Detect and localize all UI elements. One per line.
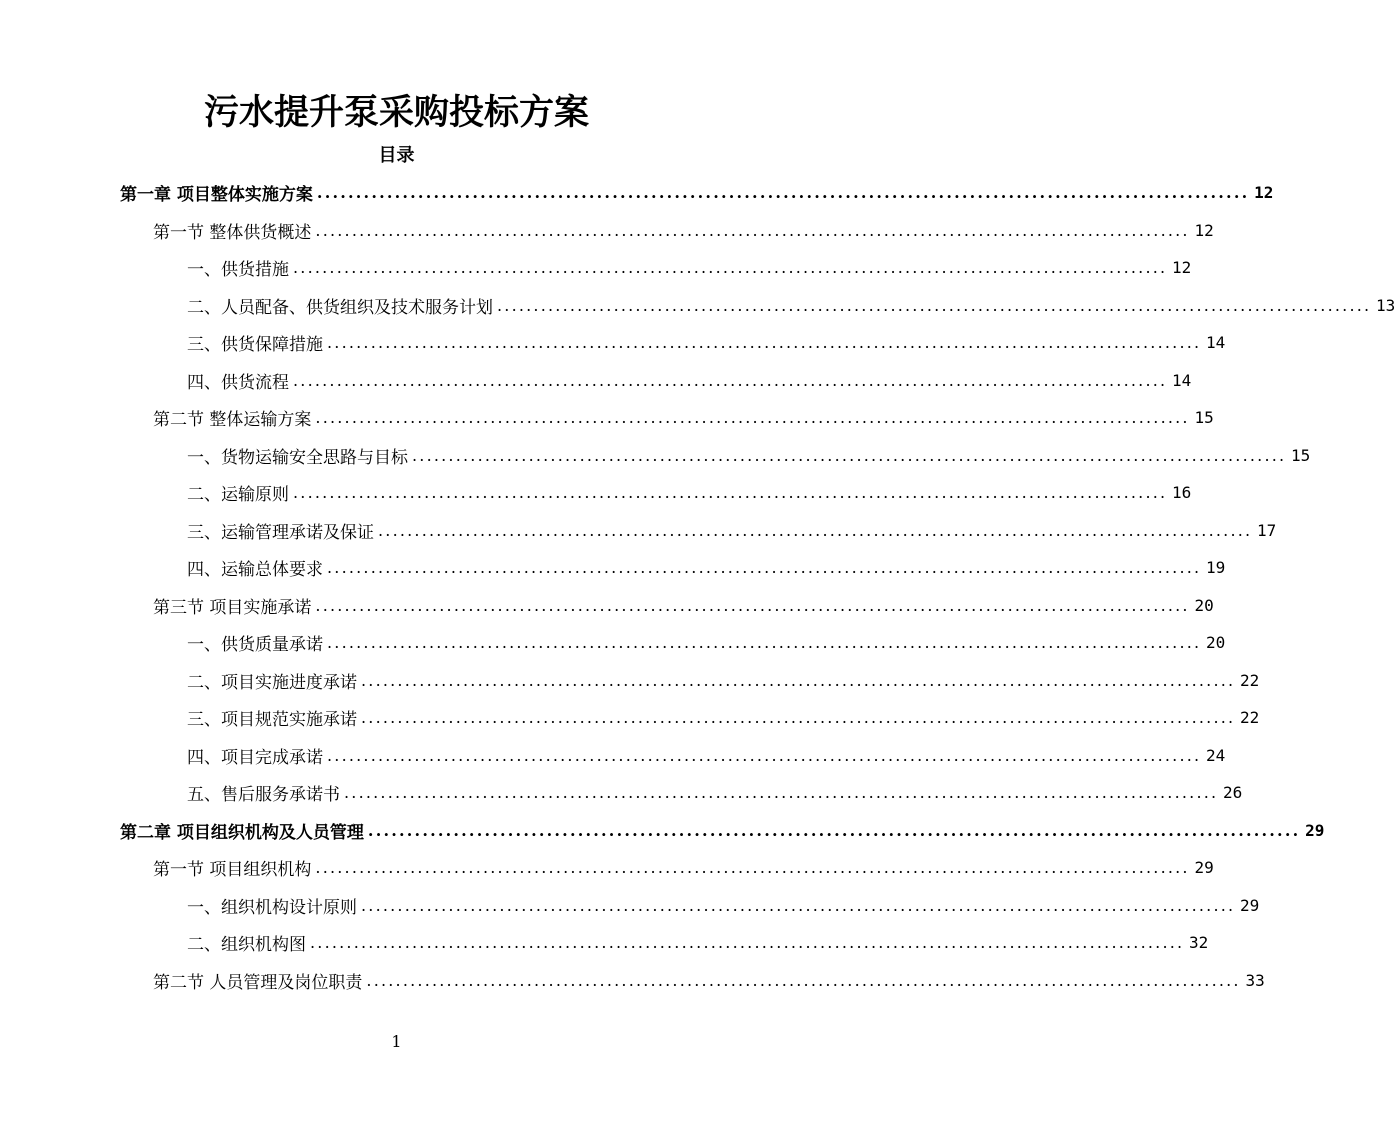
toc-entry-page: 20	[1206, 633, 1226, 653]
toc-entry[interactable]	[0, 849, 1214, 887]
toc-leader-dots: ........................................................................................................................	[310, 933, 1185, 953]
toc-leader-dots: ........................................................................................................................	[315, 220, 1190, 240]
toc-entry-page: 15	[1291, 445, 1311, 465]
toc-entry[interactable]	[0, 587, 1214, 625]
document-title: 污水提升泵采购投标方案	[203, 92, 589, 133]
toc-entry-page: 19	[1206, 558, 1226, 578]
toc-leader-dots: ........................................................................................................................	[315, 408, 1190, 428]
table-of-contents	[0, 174, 1395, 999]
toc-entry-label: 三、项目规范实施承诺	[187, 710, 357, 731]
toc-entry[interactable]	[0, 399, 1214, 437]
toc-entry[interactable]	[0, 287, 1395, 325]
toc-entry[interactable]	[0, 887, 1260, 925]
toc-entry-page: 17	[1257, 520, 1277, 540]
toc-entry-label: 二、运输原则	[187, 485, 289, 506]
toc-entry-label: 一、供货质量承诺	[187, 635, 323, 656]
toc-entry-page: 13	[1376, 295, 1395, 315]
toc-leader-dots: ........................................................................................................................	[361, 895, 1236, 915]
toc-leader-dots: ........................................................................................................................	[316, 183, 1250, 203]
toc-leader-dots: ........................................................................................................................	[361, 670, 1236, 690]
toc-entry-page: 22	[1240, 708, 1260, 728]
toc-entry-label: 一、供货措施	[187, 260, 289, 281]
toc-entry-page: 20	[1194, 595, 1214, 615]
toc-entry-label: 四、运输总体要求	[187, 560, 323, 581]
toc-entry[interactable]	[0, 512, 1277, 550]
page-number: 1	[391, 1032, 402, 1051]
toc-entry-label: 一、组织机构设计原则	[187, 897, 357, 918]
toc-leader-dots: ........................................................................................................................	[293, 370, 1168, 390]
toc-entry-page: 14	[1172, 370, 1192, 390]
toc-entry-page: 29	[1240, 895, 1260, 915]
toc-entry[interactable]	[0, 249, 1192, 287]
toc-entry-page: 12	[1254, 183, 1274, 203]
toc-entry-label: 一、货物运输安全思路与目标	[187, 447, 408, 468]
toc-entry[interactable]	[0, 962, 1265, 1000]
toc-entry-label: 第一章 项目整体实施方案	[120, 185, 313, 206]
toc-entry-label: 五、售后服务承诺书	[187, 785, 340, 806]
toc-entry[interactable]	[0, 549, 1226, 587]
toc-leader-dots: ........................................................................................................................	[327, 633, 1202, 653]
toc-leader-dots: ........................................................................................................................	[327, 558, 1202, 578]
toc-entry[interactable]	[0, 362, 1192, 400]
toc-entry-page: 22	[1240, 670, 1260, 690]
toc-entry-label: 第二章 项目组织机构及人员管理	[120, 822, 364, 843]
toc-entry[interactable]	[0, 924, 1209, 962]
toc-entry-label: 二、人员配备、供货组织及技术服务计划	[187, 297, 493, 318]
toc-entry[interactable]	[0, 812, 1325, 850]
toc-leader-dots: ........................................................................................................................	[315, 595, 1190, 615]
toc-leader-dots: ........................................................................................................................	[378, 520, 1253, 540]
toc-entry-page: 12	[1172, 258, 1192, 278]
toc-entry-page: 32	[1189, 933, 1209, 953]
toc-entry-page: 14	[1206, 333, 1226, 353]
toc-leader-dots: ........................................................................................................................	[315, 858, 1190, 878]
toc-entry-label: 三、运输管理承诺及保证	[187, 522, 374, 543]
toc-entry[interactable]	[0, 774, 1243, 812]
toc-entry[interactable]	[0, 174, 1274, 212]
toc-entry-label: 第一节 项目组织机构	[153, 860, 312, 881]
toc-entry-page: 33	[1245, 970, 1265, 990]
toc-entry-label: 第一节 整体供货概述	[153, 222, 312, 243]
toc-leader-dots: ........................................................................................................................	[361, 708, 1236, 728]
toc-entry[interactable]	[0, 737, 1226, 775]
toc-entry-label: 四、项目完成承诺	[187, 747, 323, 768]
toc-entry-label: 第二节 人员管理及岗位职责	[153, 972, 363, 993]
toc-entry-page: 16	[1172, 483, 1192, 503]
toc-leader-dots: ........................................................................................................................	[293, 483, 1168, 503]
toc-leader-dots: ........................................................................................................................	[367, 820, 1301, 840]
toc-entry-label: 二、项目实施进度承诺	[187, 672, 357, 693]
toc-entry-label: 第三节 项目实施承诺	[153, 597, 312, 618]
toc-entry-page: 29	[1305, 820, 1325, 840]
toc-leader-dots: ........................................................................................................................	[412, 445, 1287, 465]
toc-leader-dots: ........................................................................................................................	[293, 258, 1168, 278]
toc-entry-label: 三、供货保障措施	[187, 335, 323, 356]
toc-entry-page: 12	[1194, 220, 1214, 240]
toc-entry[interactable]	[0, 662, 1260, 700]
toc-leader-dots: ........................................................................................................................	[327, 333, 1202, 353]
toc-entry-page: 26	[1223, 783, 1243, 803]
toc-entry-page: 24	[1206, 745, 1226, 765]
toc-entry-page: 29	[1194, 858, 1214, 878]
toc-entry-label: 第二节 整体运输方案	[153, 410, 312, 431]
toc-entry-page: 15	[1194, 408, 1214, 428]
toc-leader-dots: ........................................................................................................................	[366, 970, 1241, 990]
toc-entry-label: 二、组织机构图	[187, 935, 306, 956]
toc-leader-dots: ........................................................................................................................	[344, 783, 1219, 803]
toc-leader-dots: ........................................................................................................................	[497, 295, 1372, 315]
toc-entry[interactable]	[0, 474, 1192, 512]
toc-entry[interactable]	[0, 212, 1214, 250]
toc-entry[interactable]	[0, 699, 1260, 737]
toc-leader-dots: ........................................................................................................................	[327, 745, 1202, 765]
toc-entry[interactable]	[0, 324, 1226, 362]
toc-heading: 目录	[378, 145, 415, 166]
toc-entry[interactable]	[0, 624, 1226, 662]
toc-entry-label: 四、供货流程	[187, 372, 289, 393]
toc-entry[interactable]	[0, 437, 1311, 475]
